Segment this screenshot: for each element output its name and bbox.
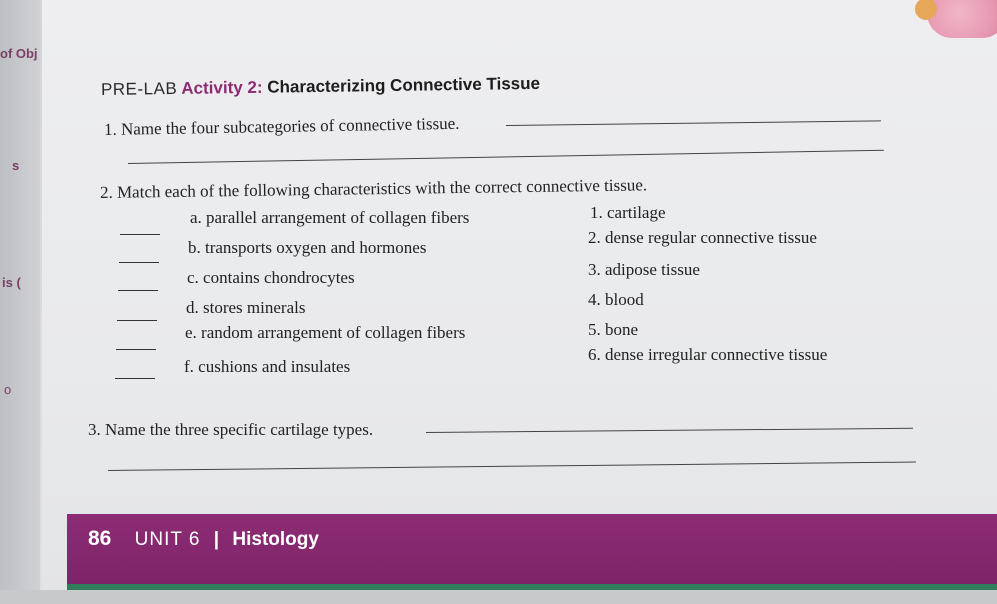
tissue-3: 3. adipose tissue <box>588 260 700 279</box>
characteristic-b: b. transports oxygen and hormones <box>188 238 427 257</box>
footer <box>88 527 319 551</box>
chapter-title: Histology <box>232 529 319 550</box>
tissue-2: 2. dense regular connective tissue <box>588 228 817 247</box>
adjacent-page <box>0 0 40 604</box>
question-3: 3. Name the three specific cartilage types. <box>88 420 374 439</box>
answer-blank-f[interactable] <box>115 378 155 379</box>
answer-blank-e[interactable] <box>116 349 156 350</box>
answer-blank-d[interactable] <box>117 320 157 321</box>
title-activity: Activity 2: <box>181 77 263 98</box>
characteristic-c: c. contains chondrocytes <box>187 268 355 287</box>
page-number: 86 <box>88 527 112 550</box>
characteristic-e: e. random arrangement of collagen fibers <box>185 323 466 342</box>
tissue-1: 1. cartilage <box>590 203 666 222</box>
characteristic-a: a. parallel arrangement of collagen fibers <box>190 208 470 227</box>
characteristic-f: f. cushions and insulates <box>184 357 351 376</box>
footer-separator: | <box>213 529 220 550</box>
title-prefix: PRE-LAB <box>100 78 178 99</box>
answer-blank-b[interactable] <box>119 262 159 263</box>
left-margin-fragment-4: o <box>4 382 12 397</box>
title-name: Characterizing Connective Tissue <box>267 73 541 97</box>
characteristic-d: d. stores minerals <box>186 298 306 317</box>
tissue-5: 5. bone <box>588 320 639 339</box>
page-edge-shadow <box>0 590 997 604</box>
question-1: 1. Name the four subcategories of connective tissue. <box>103 113 460 139</box>
tissue-6: 6. dense irregular connective tissue <box>588 345 828 364</box>
unit-label: UNIT 6 <box>134 529 201 550</box>
tissue-4: 4. blood <box>588 290 644 309</box>
left-margin-fragment-3: is ( <box>2 275 21 290</box>
answer-blank-c[interactable] <box>118 290 158 291</box>
question-2: 2. Match each of the following characteristics with the correct connective tissue. <box>99 175 648 202</box>
corner-sticker <box>927 0 997 38</box>
left-margin-fragment-2: s <box>12 158 20 173</box>
answer-blank-a[interactable] <box>120 234 160 235</box>
left-margin-fragment-1: of Obj <box>0 46 38 61</box>
